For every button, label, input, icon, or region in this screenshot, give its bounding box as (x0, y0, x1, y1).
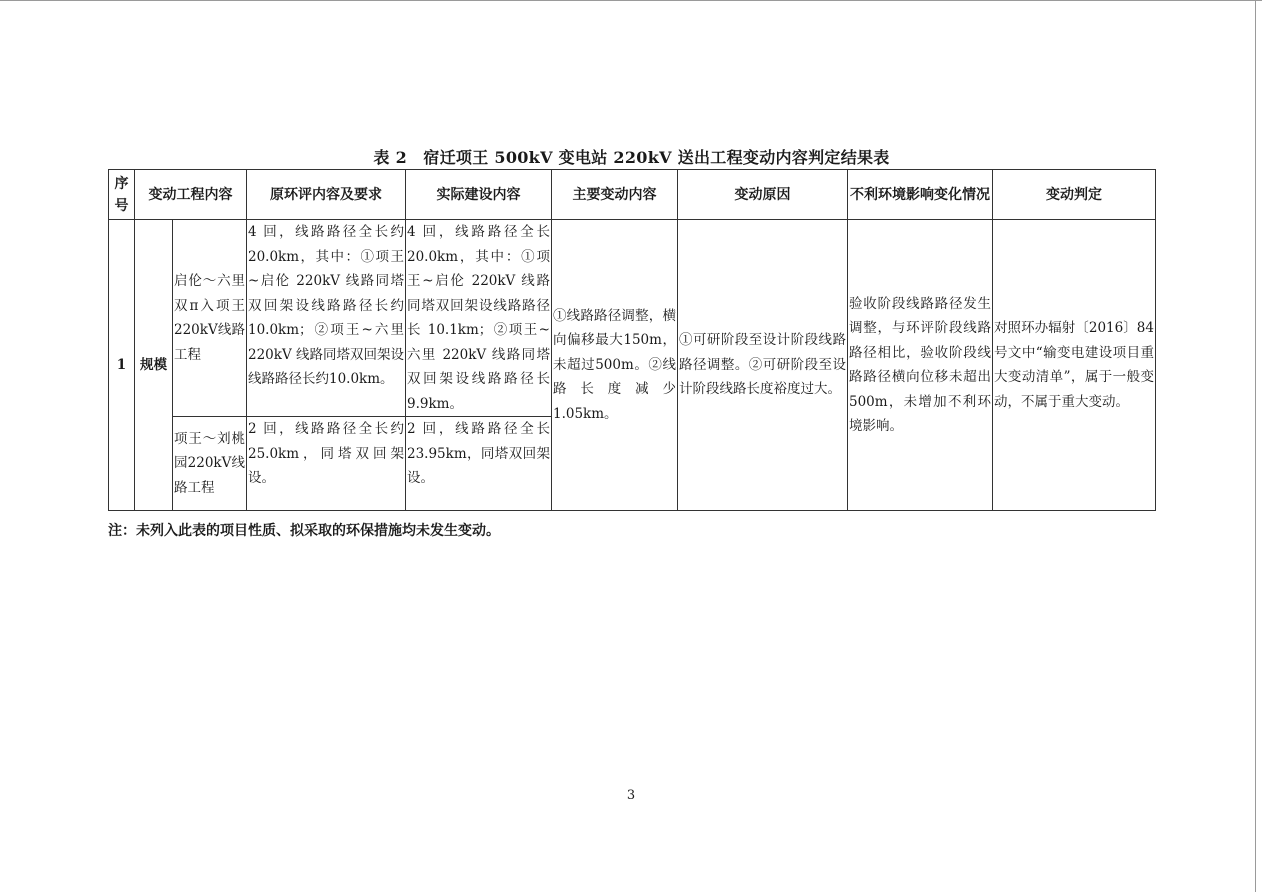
change-judgement: 对照环办辐射〔2016〕84 号文中“输变电建设项目重大变动清单”，属于一般变动，不属于重大变动。 (993, 220, 1156, 511)
sub2-name: 项王～刘桃园220kV线路工程 (173, 417, 247, 511)
sub1-name: 启伦～六里双π入项王220kV线路工程 (173, 220, 247, 417)
header-impact: 不利环境影响变化情况 (848, 170, 993, 220)
header-change: 主要变动内容 (552, 170, 678, 220)
header-actual: 实际建设内容 (406, 170, 552, 220)
sub2-orig: 2 回，线路路径全长约25.0km，同塔双回架设。 (247, 417, 406, 511)
header-orig: 原环评内容及要求 (247, 170, 406, 220)
page-right-border (1255, 0, 1256, 892)
header-seq: 序号 (109, 170, 135, 220)
table-row (109, 220, 1156, 417)
env-impact: 验收阶段线路路径发生调整，与环评阶段线路路径相比，验收阶段线路路径横向位移未超出500m，未增加不利环境影响。 (848, 220, 993, 511)
header-judge: 变动判定 (993, 170, 1156, 220)
main-change: ①线路路径调整，横向偏移最大150m，未超过500m。②线路长度减少1.05km。 (552, 220, 678, 511)
header-reason: 变动原因 (678, 170, 848, 220)
row-seq: 1 (109, 220, 135, 511)
sub1-actual: 4 回，线路路径全长20.0km，其中：①项王~启伦 220kV 线路同塔双回架设线路路径长 10.1km；②项王~六里 220kV 线路同塔双回架设线路路径长 9.9km。 (406, 220, 552, 417)
page-number: 3 (626, 788, 636, 803)
table-note: 注：未列入此表的项目性质、拟采取的环保措施均未发生变动。 (108, 523, 500, 539)
change-reason: ①可研阶段至设计阶段线路路径调整。②可研阶段至设计阶段线路长度裕度过大。 (678, 220, 848, 511)
row-category: 规模 (135, 220, 173, 511)
sub2-actual: 2 回，线路路径全长23.95km，同塔双回架设。 (406, 417, 552, 511)
sub1-orig: 4 回，线路路径全长约20.0km，其中：①项王~启伦 220kV 线路同塔双回架设线路路径长约 10.0km；②项王~六里 220kV 线路同塔双回架设线路路径长约10.0km。 (247, 220, 406, 417)
change-judgement-table (108, 169, 1156, 511)
header-row (109, 170, 1156, 220)
table-caption: 表 2 宿迁项王 500kV 变电站 220kV 送出工程变动内容判定结果表 (373, 148, 890, 167)
page-top-border (0, 0, 1262, 1)
header-project: 变动工程内容 (135, 170, 247, 220)
